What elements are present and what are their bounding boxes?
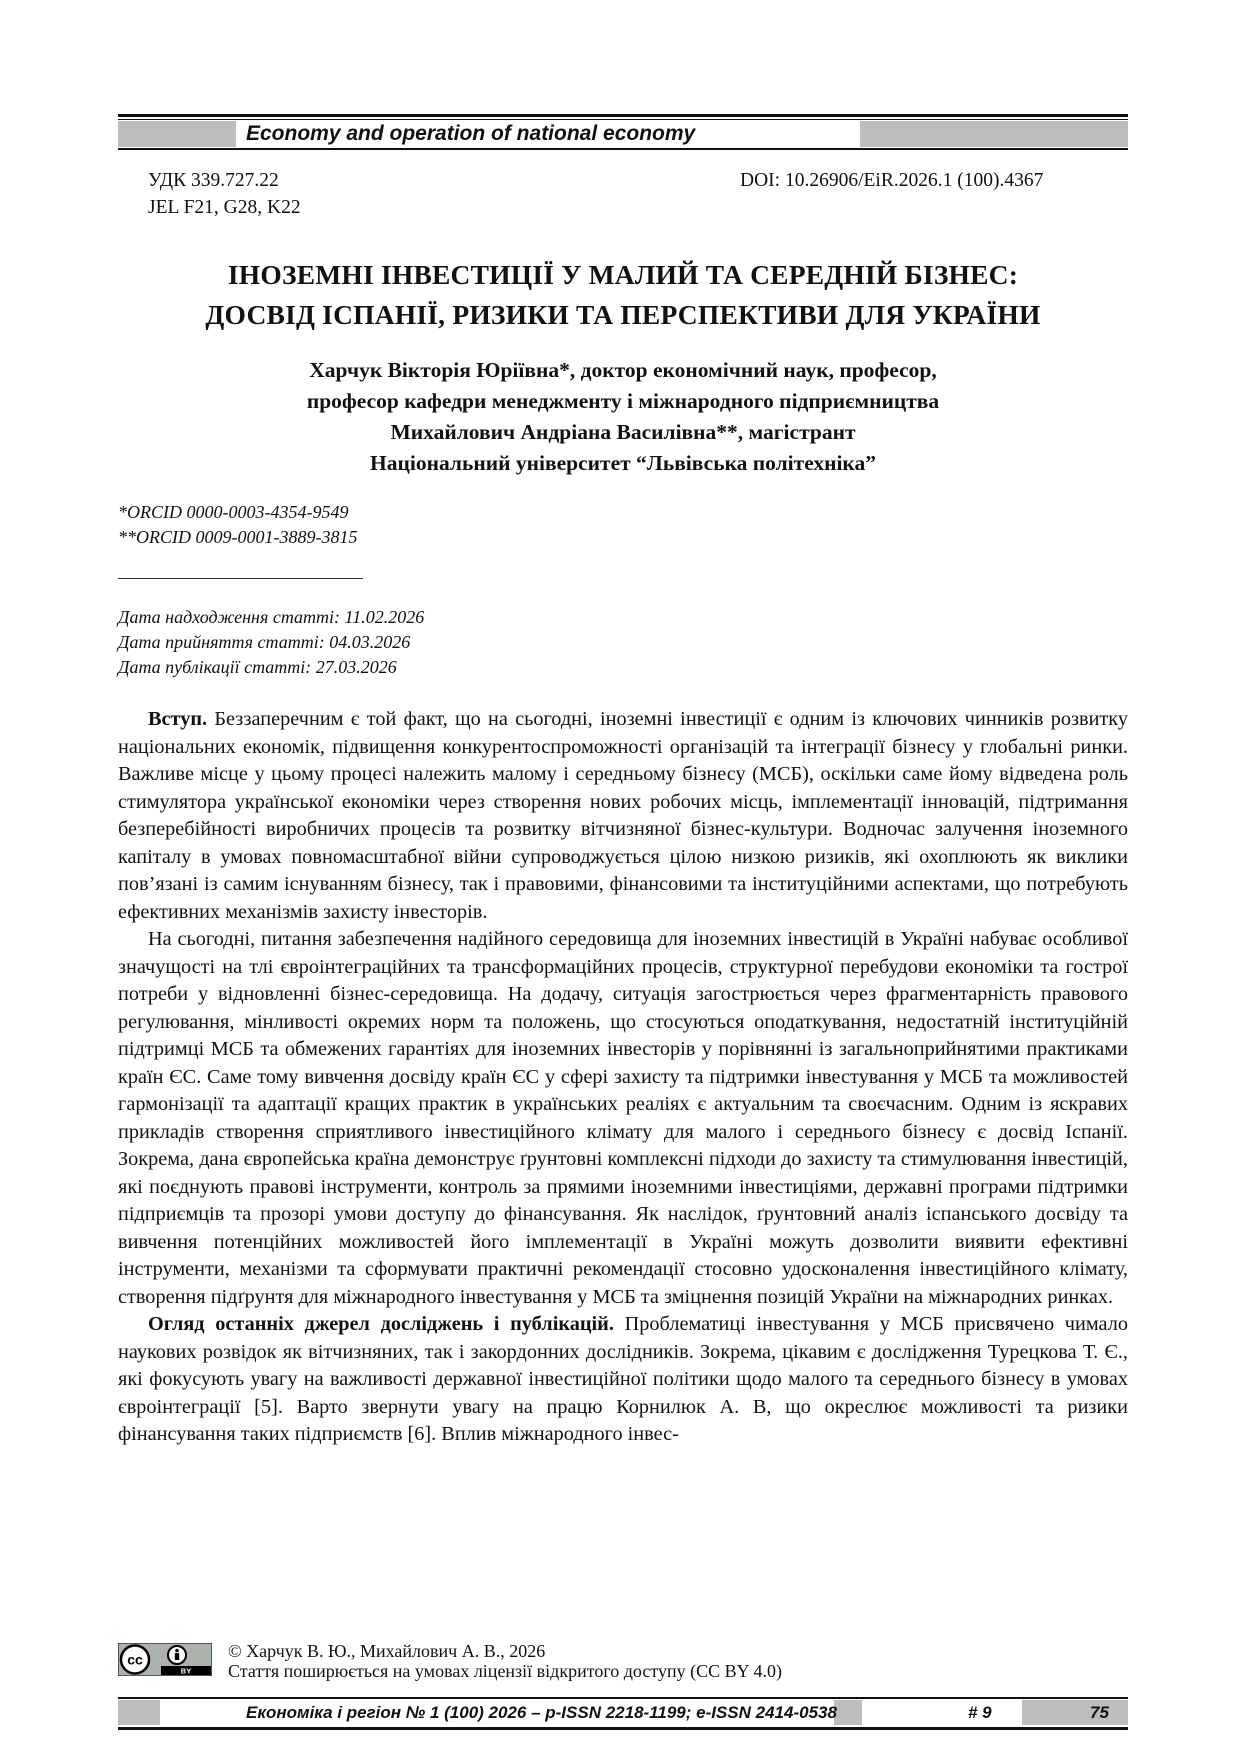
cc-by-license-icon[interactable] bbox=[118, 1643, 212, 1676]
cc-badge-text: cc bbox=[127, 1651, 143, 1668]
udk-code: УДК 339.727.22 bbox=[148, 170, 279, 191]
running-footer bbox=[118, 1700, 1128, 1725]
paragraph-text: На сьогодні, питання забезпечення надійного середовища для іноземних інвестицій в Україні набуває особливої значущості на тлі євроінтеграційних та трансформаційних процесів, структурної перебудови економіки та гострої потреби у відновленні бізнес-середовища. На додачу, ситуація загострюється через фрагментарність правового регулювання, мінливості окремих норм та положень, що стосуються оподаткування, недостатній інституційній підтримці МСБ та обмежених гарантіях для іноземних інвесторів у порівнянні із загальноприйнятими практиками країн ЄС. Саме тому вивчення досвіду країн ЄС у сфері захисту та підтримки інвестування у МСБ та можливостей гармонізації та адаптації кращих практик в українських реаліях є актуальним та своєчасним. Одним із яскравих прикладів створення сприятливого інвестиційного клімату для малого і середнього бізнесу є досвід Іспанії. Зокрема, дана європейська країна демонструє ґрунтовні комплексні підходи до захисту та стимулювання інвестицій, які поєднують правові інструменти, контроль за прямими іноземними інвестиціями, державні програми підтримки підприємців та прозорі умови доступу до фінансування. Як наслідок, ґрунтовний аналіз іспанського досвіду та вивчення потенційних можливостей його імплементації в Україні можуть дозволити виявити ефективні інструменти, механізми та сформувати практичні рекомендації стосовно удосконалення інвестиційного клімату, створення підґрунтя для міжнародного інвестування у МСБ та зміцнення позицій України на міжнародних ринках. bbox=[118, 928, 1128, 1308]
issue-number: # 9 bbox=[968, 1703, 992, 1722]
running-header bbox=[118, 121, 1128, 147]
author-line: Харчук Вікторія Юріївна*, доктор економічний наук, професор, bbox=[309, 358, 937, 382]
header-grey-block bbox=[118, 121, 236, 147]
title-line: ІНОЗЕМНІ ІНВЕСТИЦІЇ У МАЛИЙ ТА СЕРЕДНІЙ БІЗНЕС: bbox=[227, 259, 1019, 290]
paragraph-text: Проблематиці інвестування у МСБ присвячено чимало наукових розвідок як вітчизняних, так і закордонних дослідників. Зокрема, цікавим є дослідження Турецкова Т. Є., які фокусують увагу на важливості державної інвестиційної політики щодо малого та середнього бізнесу в умовах євроінтеграції [5]. Варто звернути увагу на працю Корнилюк А. В, що окреслює можливості та ризики фінансування таких підприємств [6]. Вплив міжнародного інвес- bbox=[118, 1313, 1128, 1445]
page-number: 75 bbox=[1090, 1703, 1109, 1722]
footer-grey-block bbox=[834, 1700, 862, 1725]
header-grey-block bbox=[860, 121, 1128, 147]
section-heading-literature: Огляд останніх джерел досліджень і публікацій. bbox=[148, 1313, 614, 1335]
by-badge-text: BY bbox=[180, 1666, 192, 1676]
header-rule bbox=[118, 114, 1128, 117]
article-title bbox=[118, 255, 1128, 335]
orcid-first[interactable]: *ORCID 0000-0003-4354-9549 bbox=[118, 502, 349, 522]
paragraph-literature-review bbox=[118, 1311, 1128, 1449]
author-block bbox=[118, 355, 1128, 479]
header-rule-thin bbox=[118, 119, 1128, 120]
footer-rule bbox=[118, 1697, 1128, 1699]
paragraph-introduction bbox=[118, 706, 1128, 926]
date-received: Дата надходження статті: 11.02.2026 bbox=[118, 607, 425, 627]
copyright-line: © Харчук В. Ю., Михайлович А. В., 2026 bbox=[228, 1641, 546, 1661]
jel-codes: JEL F21, G28, K22 bbox=[148, 197, 301, 218]
orcid-second[interactable]: **ORCID 0009-0001-3889-3815 bbox=[118, 527, 358, 547]
author-line: Михайлович Андріана Василівна**, магістрант bbox=[390, 420, 856, 444]
footer-rule-bottom bbox=[118, 1727, 1128, 1730]
license-notice bbox=[228, 1641, 782, 1681]
journal-citation: Економіка і регіон № 1 (100) 2026 – p-ISSN 2218-1199; e-ISSN 2414-0538 bbox=[246, 1703, 837, 1722]
affiliation: Національний університет “Львівська політехніка” bbox=[369, 451, 876, 475]
footer-grey-block bbox=[118, 1700, 160, 1725]
header-rule-bottom bbox=[118, 148, 1128, 150]
date-published: Дата публікації статті: 27.03.2026 bbox=[118, 657, 397, 677]
footer-grey-block bbox=[1022, 1700, 1128, 1725]
section-heading-introduction: Вступ. bbox=[148, 708, 208, 730]
article-dates bbox=[118, 605, 424, 680]
author-line: професор кафедри менеджменту і міжнародного підприємництва bbox=[306, 389, 940, 413]
running-title: Economy and operation of national economy bbox=[246, 122, 696, 145]
license-terms: Стаття поширюється на умовах ліцензії відкритого доступу (CC BY 4.0) bbox=[228, 1661, 782, 1681]
paragraph-text: Беззаперечним є той факт, що на сьогодні, іноземні інвестиції є одним із ключових чинників розвитку національних економік, підвищення конкурентоспроможності організацій та інтеграції бізнесу у глобальні ринки. Важливе місце у цьому процесі належить малому і середньому бізнесу (МСБ), оскільки саме йому відведена роль стимулятора української економіки через створення нових робочих місць, імплементації інновацій, підтримання безперебійності виробничих процесів та розвитку вітчизняної бізнес-культури. Водночас залучення іноземного капіталу в умовах повномасштабної війни супроводжується цілою низкою ризиків, які охоплюють як виклики пов’язані із самим існуванням бізнесу, так і правовими, фінансовими та інституційними аспектами, що потребують ефективних механізмів захисту інвесторів. bbox=[118, 708, 1128, 923]
date-accepted: Дата прийняття статті: 04.03.2026 bbox=[118, 632, 411, 652]
article-body bbox=[118, 706, 1128, 1449]
separator-rule bbox=[118, 578, 363, 579]
doi[interactable]: DOI: 10.26906/EiR.2026.1 (100).4367 bbox=[740, 170, 1044, 191]
title-line: ДОСВІД ІСПАНІЇ, РИЗИКИ ТА ПЕРСПЕКТИВИ ДЛЯ УКРАЇНИ bbox=[205, 299, 1041, 330]
